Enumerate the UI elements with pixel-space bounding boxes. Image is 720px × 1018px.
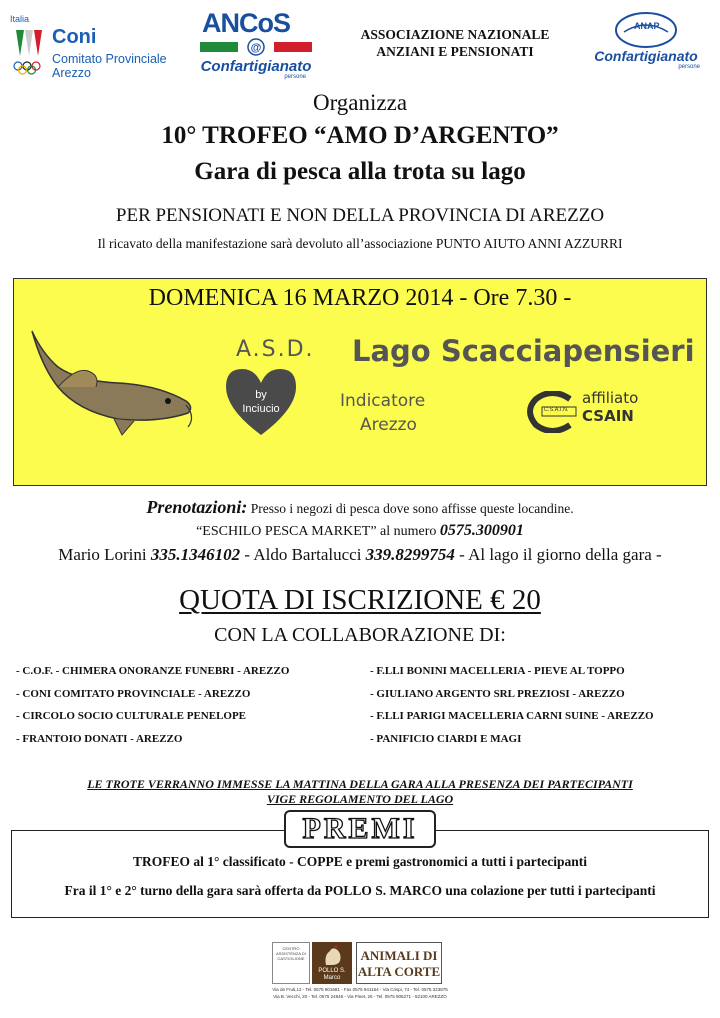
italy-stripes-icon (200, 38, 312, 58)
coni-country: Italia (10, 14, 30, 24)
collaborazione-heading: CON LA COLLABORAZIONE DI: (214, 624, 506, 646)
ricavato-line: Il ricavato della manifestazione sarà devoluto all’associazione PUNTO AIUTO ANNI AZZURRI (97, 236, 623, 251)
coni-logo (10, 14, 190, 84)
sponsor-item: - F.LLI PARIGI MACELLERIA CARNI SUINE - AREZZO (370, 710, 654, 722)
indicatore-arezzo: Arezzo (360, 415, 417, 435)
coni-name: Coni (52, 26, 97, 48)
prizes-title: PREMI (284, 810, 436, 848)
sponsor-item: - FRANTOIO DONATI - AREZZO (16, 732, 183, 745)
anap-name: ANAP (634, 21, 660, 31)
rules-notice (0, 777, 720, 807)
chamber-logo (272, 942, 310, 984)
rules-line1: LE TROTE VERRANNO IMMESSE LA MATTINA DELLA GARA ALLA PRESENZA DEI PARTECIPANTI (87, 777, 633, 791)
svg-text:@: @ (250, 42, 262, 54)
rules-line2: VIGE REGOLAMENTO DEL LAGO (266, 792, 454, 806)
sponsors-left (16, 660, 366, 750)
mario-name: Mario Lorini (58, 545, 147, 564)
ancos-brand: Confartigianato (200, 58, 312, 75)
sponsor-item: - GIULIANO ARGENTO SRL PREZIOSI - AREZZO (370, 687, 625, 700)
anap-brand: Confartigianato (594, 48, 698, 64)
trout-fish-icon (18, 327, 196, 439)
eschilo-line (0, 522, 720, 540)
anap-logo (584, 8, 708, 84)
sponsor-item: - CONI COMITATO PROVINCIALE - AREZZO (16, 687, 251, 700)
eschilo-phone: 0575.300901 (439, 522, 524, 539)
affiliato-label: affiliato (582, 389, 639, 407)
sponsor-item: - C.O.F. - CHIMERA ONORANZE FUNEBRI - AREZZO (16, 665, 290, 677)
heart-icon (222, 365, 300, 437)
quota-iscrizione: QUOTA DI ISCRIZIONE € 20 (179, 584, 541, 616)
footer-address1: Via de Fruti,12 - Tel. 0575 901681 - Fax 0575 941164 - Via Crispi, 74 - Tel. 0575 323875 (272, 987, 448, 992)
anap-sub: persone (678, 64, 700, 70)
booking-line (0, 497, 720, 518)
sponsor-item: - CIRCOLO SOCIO CULTURALE PENELOPE (16, 710, 247, 722)
sponsor-item: - F.LLI BONINI MACELLERIA - PIEVE AL TOPPO (370, 665, 625, 677)
chamber-text: CENTRO ASSISTENZA DI CASTIGLIONE (276, 946, 306, 961)
association-line2: ANZIANI E PENSIONATI (376, 44, 534, 59)
animali-line1: ANIMALI DI (360, 948, 438, 963)
eschilo-text: “ESCHILO PESCA MARKET” al numero (196, 524, 437, 539)
mario-phone: 335.1346102 (150, 545, 241, 564)
pollo-logo (312, 942, 352, 984)
rooster-icon (322, 945, 344, 967)
aldo-phone: 339.8299754 (365, 545, 455, 564)
prize-line2: Fra il 1° e 2° turno della gara sarà offerta da POLLO S. MARCO una colazione per tutti i partecipanti (64, 883, 656, 898)
pensionati-line: PER PENSIONATI E NON DELLA PROVINCIA DI AREZZO (115, 205, 605, 226)
indicatore-label: Indicatore (340, 391, 426, 411)
footer-address2: Via B. Vecchi, 20 - Tel. 0575 24846 - Via Pinet, 26 - Tel. 0575 906271 - 52100 AREZZO (273, 994, 447, 999)
coni-flag-icon (12, 26, 46, 76)
booking-text: Presso i negozi di pesca dove sono affisse queste locandine. (250, 501, 574, 516)
heart-inciucio: Inciucio (242, 403, 280, 415)
aldo-name: - Aldo Bartalucci (244, 545, 362, 564)
ancos-sub: persone (284, 74, 306, 80)
gara-title: Gara di pesca alla trota su lago (194, 158, 526, 185)
association-name (340, 26, 570, 60)
csain-small: C.S.A.I.N. (544, 407, 569, 413)
contacts-line (0, 545, 720, 565)
animali-line2: ALTA CORTE (357, 964, 441, 979)
coni-line1: Comitato Provinciale (52, 52, 167, 66)
prize-line1: TROFEO al 1° classificato - COPPE e premi gastronomici a tutti i partecipanti (132, 854, 588, 869)
booking-label: Prenotazioni: (146, 497, 248, 517)
lake-day: - Al lago il giorno della gara - (459, 545, 662, 564)
lake-name: Lago Scacciapensieri (352, 334, 695, 368)
sponsors-right (370, 660, 710, 750)
event-banner (13, 278, 707, 486)
pollo-text: POLLO S. Marco (318, 968, 346, 981)
organizza: Organizza (312, 90, 408, 115)
association-line1: ASSOCIAZIONE NAZIONALE (360, 27, 550, 42)
ancos-name: ANCoS (202, 8, 290, 38)
sponsor-item: - PANIFICIO CIARDI E MAGI (370, 732, 522, 745)
event-date: DOMENICA 16 MARZO 2014 - Ore 7.30 - (148, 285, 572, 311)
asd-label: A.S.D. (236, 337, 315, 362)
coni-line2: Arezzo (52, 66, 91, 80)
trofeo-title: 10° TROFEO “AMO D’ARGENTO” (161, 122, 559, 149)
heart-by: by (255, 389, 267, 401)
csain-label: CSAIN (582, 407, 634, 425)
ancos-logo (196, 8, 316, 80)
animali-logo (356, 942, 442, 984)
